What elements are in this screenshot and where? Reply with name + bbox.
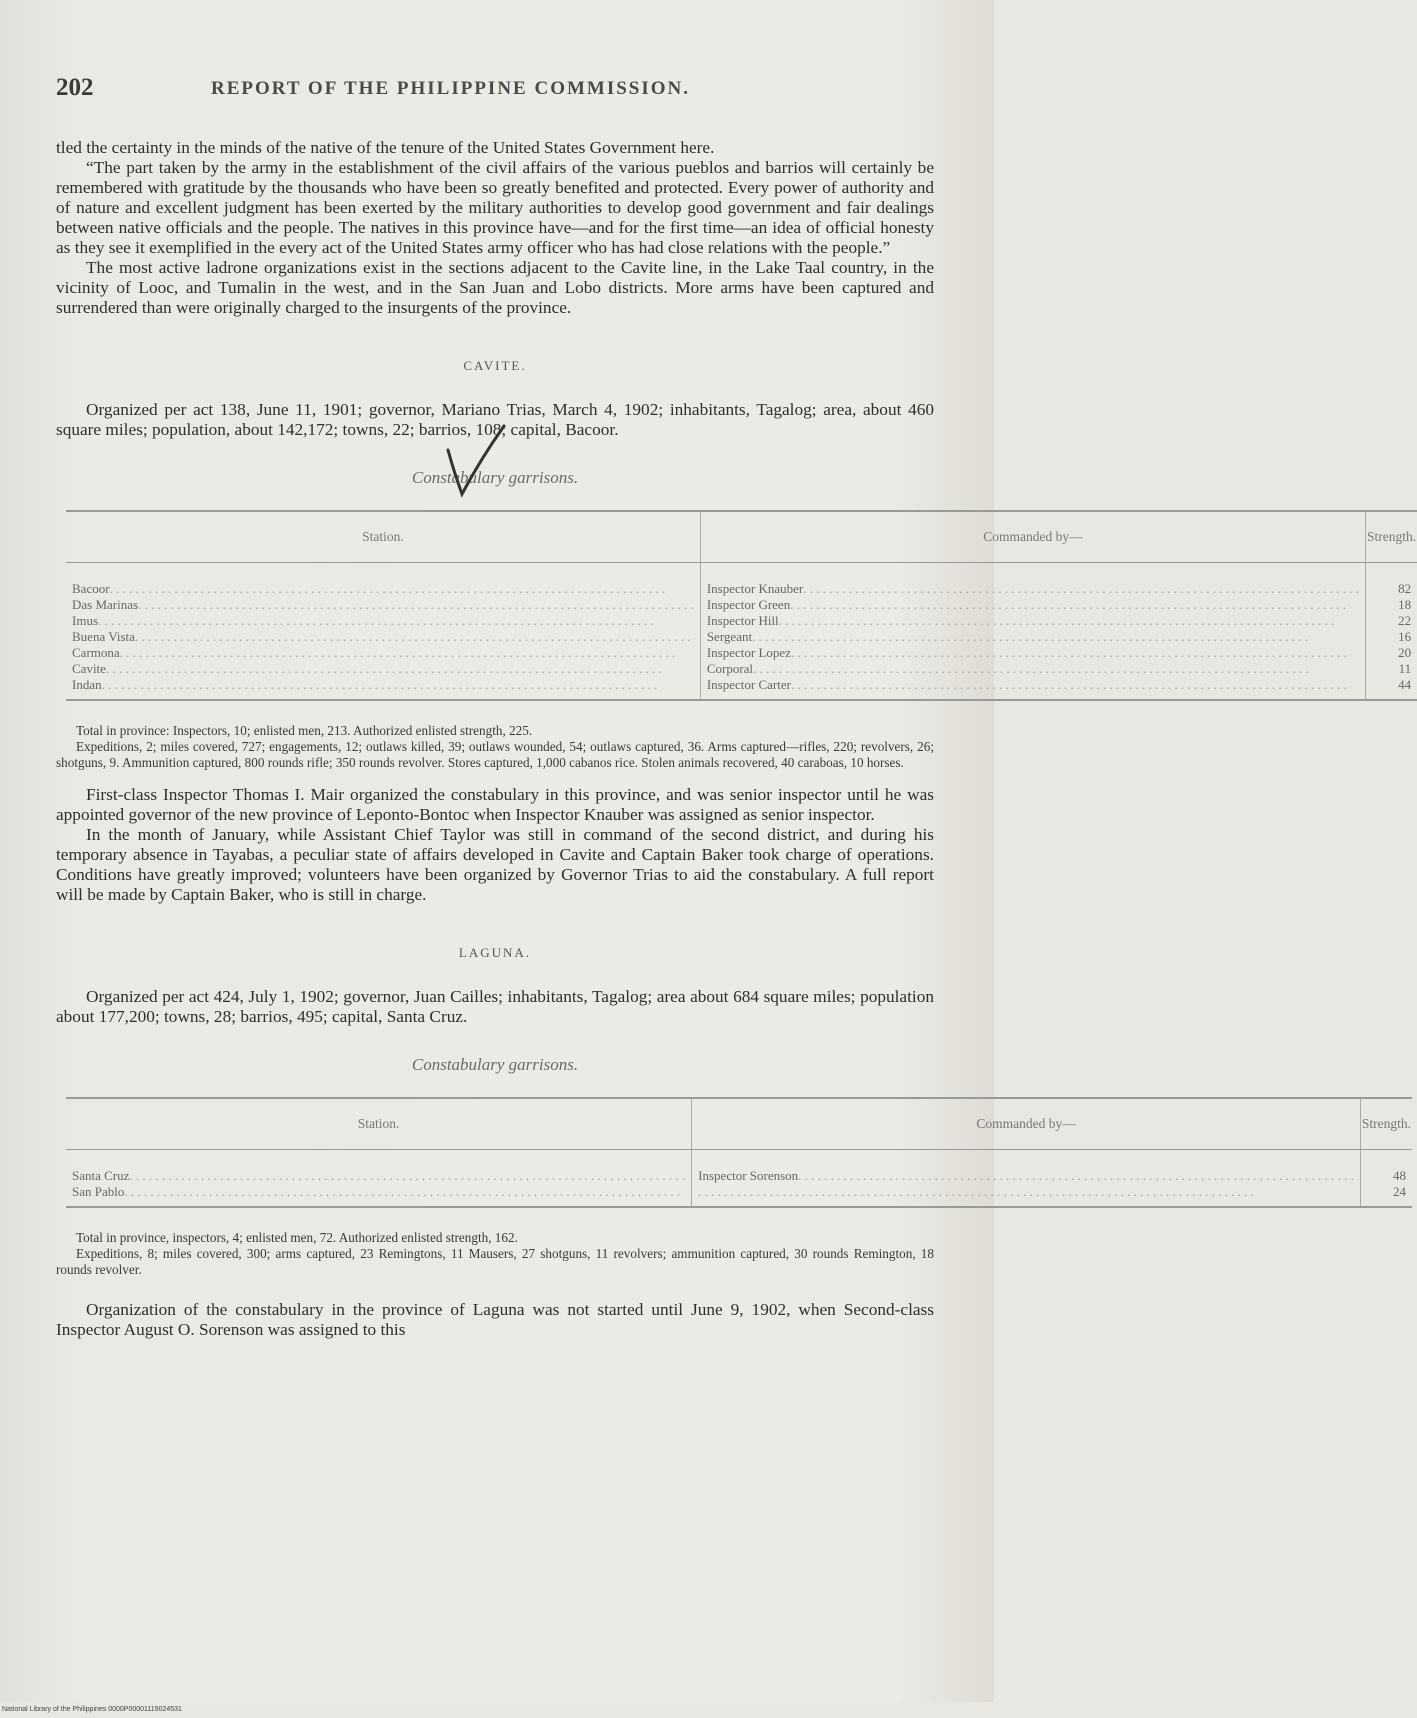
station-cell: Imus . . . — [72, 613, 694, 629]
cavite-paragraph-mair: First-class Inspector Thomas I. Mair organized the constabulary in this province, and was senior inspector until he was appointed governor of the new province of Leponto-Bontoc when Inspector Knauber was assigned as senior inspector. — [56, 785, 934, 824]
strength-cell: 24 — [1360, 1184, 1412, 1207]
laguna-total-note: Total in province, inspectors, 4; enlisted men, 72. Authorized enlisted strength, 162. — [76, 1230, 518, 1245]
cavite-expeditions-note: Expeditions, 2; miles covered, 727; engagements, 12; outlaws killed, 39; outlaws wounded, 54; outlaws captured, 36. Arms captured—rifles, 220; revolvers, 26; shotguns, 9. Ammunition captured, 800 rounds rifle; 350 rounds revolver. Stores captured, 1,000 cabanos rice. Stolen animals recovered, 40 caraboas, 10 horses. — [56, 739, 934, 770]
cavite-total-note: Total in province: Inspectors, 10; enlisted men, 213. Authorized enlisted strength, 225. — [76, 723, 533, 738]
station-cell: Cavite . . . — [72, 661, 694, 677]
paragraph-continuation: tled the certainty in the minds of the native of the tenure of the United States Government here. — [56, 138, 715, 157]
station-cell: Buena Vista . . . — [72, 629, 694, 645]
station-cell: Carmona . . . — [72, 645, 694, 661]
commanded-cell: Inspector Hill . . . — [707, 613, 1359, 629]
strength-cell: 18 — [1365, 597, 1417, 613]
laguna-garrison-table — [66, 1097, 1412, 1208]
strength-cell: 48 — [1360, 1150, 1412, 1185]
commanded-cell: Inspector Carter . . . — [707, 677, 1359, 693]
strength-cell: 22 — [1365, 613, 1417, 629]
strength-cell: 16 — [1365, 629, 1417, 645]
running-head — [56, 68, 934, 108]
page-title: REPORT OF THE PHILIPPINE COMMISSION. — [211, 78, 691, 99]
commanded-cell: Inspector Sorenson . . . — [698, 1168, 1354, 1184]
commanded-cell: Corporal . . . — [707, 661, 1359, 677]
table-row — [66, 661, 1417, 677]
column-header-station: Station. — [66, 511, 700, 563]
table-row — [66, 563, 1417, 598]
strength-cell: 20 — [1365, 645, 1417, 661]
commanded-cell: Inspector Knauber . . . — [707, 581, 1359, 597]
section-title-laguna: LAGUNA. — [458, 945, 532, 960]
paragraph-ladrone: The most active ladrone organizations exist in the sections adjacent to the Cavite line, in the Lake Taal country, in the vicinity of Looc, and Tumalin in the west, and in the San Juan and Lobo districts. More arms have been captured and surrendered than were originally charged to the insurgents of the province. — [56, 258, 934, 317]
laguna-paragraph-organization: Organization of the constabulary in the province of Laguna was not started until June 9, 1902, when Second-class Inspector August O. Sorenson was assigned to this — [56, 1300, 934, 1339]
cavite-intro: Organized per act 138, June 11, 1901; governor, Mariano Trias, March 4, 1902; inhabitants, Tagalog; area, about 460 square miles; population, about 142,172; towns, 22; barrios, 108; capital, Bacoor. — [56, 400, 934, 439]
scan-footer: National Library of the Philippines 0000P00001119024531 — [0, 1702, 994, 1718]
strength-cell: 11 — [1365, 661, 1417, 677]
cavite-garrison-table — [66, 510, 1417, 701]
commanded-cell: Inspector Green . . . — [707, 597, 1359, 613]
column-header-station: Station. — [66, 1098, 692, 1150]
station-cell: Indan . . . — [72, 677, 694, 693]
commanded-cell: Sergeant . . . — [707, 629, 1359, 645]
strength-cell: 44 — [1365, 677, 1417, 700]
station-cell: Das Marinas . . . — [72, 597, 694, 613]
table-row — [66, 629, 1417, 645]
laguna-table-caption: Constabulary garrisons. — [411, 1055, 579, 1074]
column-header-strength: Strength. — [1360, 1098, 1412, 1150]
page-content — [56, 68, 1417, 1340]
paragraph-army-quote: “The part taken by the army in the establishment of the civil affairs of the various pueblos and barrios will certainly be remembered with gratitude by the thousands who have been so greatly benefited and protected. Every power of authority and of nature and excellent judgment has been exerted by the military authorities to develop good government and fair dealings between native officials and the people. The natives in this province have—and for the first time—an idea of official honesty as they see it exemplified in the every act of the United States army officer who has had close relations with the people.” — [56, 158, 934, 257]
table-row — [66, 1150, 1412, 1185]
column-header-commanded: Commanded by— — [692, 1098, 1361, 1150]
commanded-cell — [698, 1184, 1354, 1200]
section-title-cavite: CAVITE. — [463, 358, 527, 373]
commanded-cell: Inspector Lopez . . . — [707, 645, 1359, 661]
page-number: 202 — [56, 74, 94, 101]
station-cell: San Pablo . . . — [72, 1184, 685, 1200]
laguna-intro: Organized per act 424, July 1, 1902; governor, Juan Cailles; inhabitants, Tagalog; area about 684 square miles; population about 177,200; towns, 28; barrios, 495; capital, Santa Cruz. — [56, 987, 934, 1026]
table-row — [66, 597, 1417, 613]
table-row — [66, 1184, 1412, 1207]
column-header-commanded: Commanded by— — [700, 511, 1365, 563]
table-row — [66, 613, 1417, 629]
table-row — [66, 677, 1417, 700]
table-row — [66, 645, 1417, 661]
column-header-strength: Strength. — [1365, 511, 1417, 563]
station-cell: Bacoor . . . — [72, 581, 694, 597]
cavite-table-caption: Constabulary garrisons. — [411, 468, 579, 487]
station-cell: Santa Cruz . . . — [72, 1168, 685, 1184]
cavite-paragraph-january: In the month of January, while Assistant Chief Taylor was still in command of the second district, and during his temporary absence in Tayabas, a peculiar state of affairs developed in Cavite and Captain Baker took charge of operations. Conditions have greatly improved; volunteers have been organized by Governor Trias to aid the constabulary. A full report will be made by Captain Baker, who is still in charge. — [56, 825, 934, 904]
laguna-expeditions-note: Expeditions, 8; miles covered, 300; arms captured, 23 Remingtons, 11 Mausers, 27 shotguns, 11 revolvers; ammunition captured, 30 rounds Remington, 18 rounds revolver. — [56, 1246, 934, 1277]
strength-cell: 82 — [1365, 563, 1417, 598]
